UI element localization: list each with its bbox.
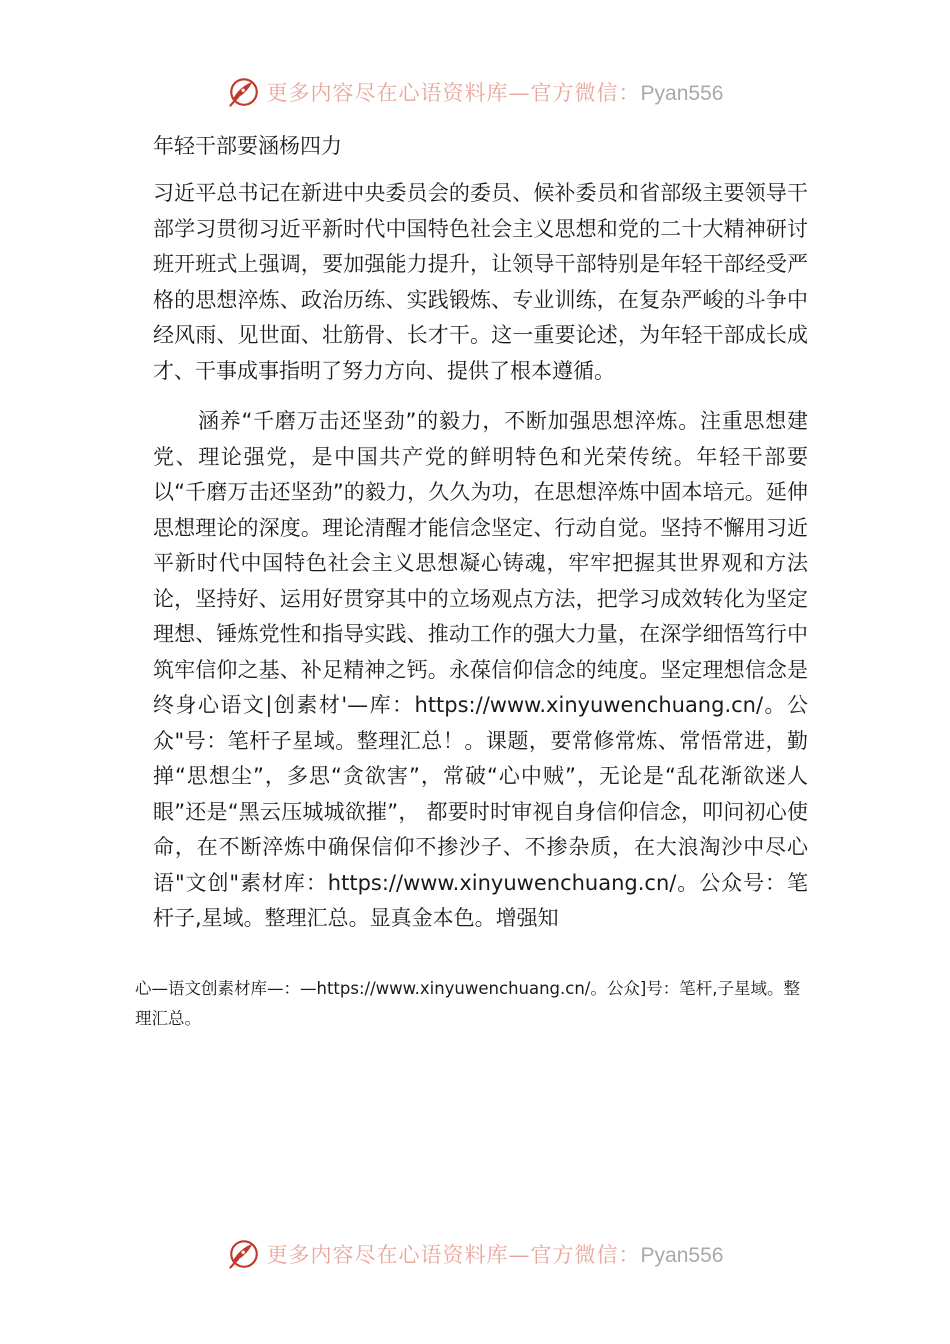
pen-nib-logo-icon	[227, 1237, 261, 1271]
banner-wechat-id: Pyan556	[640, 82, 724, 105]
header-banner	[0, 72, 950, 112]
pen-nib-logo-icon	[227, 75, 261, 109]
footnote-watermark: 心—语文创素材库—：—https://www.xinyuwenchuang.cn/。公众]号：笔杆,子星域。整理汇总。	[135, 979, 801, 1028]
paragraph-2: 涵养“千磨万击还坚劲”的毅力，不断加强思想淬炼。注重思想建党、理论强党，是中国共产党的鲜明特色和光荣传统。年轻干部要以“千磨万击还坚劲”的毅力，久久为功，在思想淬炼中固本培元。延伸思想理论的深度。理论清醒才能信念坚定、行动自觉。坚持不懈用习近平新时代中国特色社会主义思想凝心铸魂，牢牢把握其世界观和方法论，坚持好、运用好贯穿其中的立场观点方法，把学习成效转化为坚定理想、锤炼党性和指导实践、推动工作的强大力量，在深学细悟笃行中筑牢信仰之基、补足精神之钙。永葆信仰信念的纯度。坚定理想信念是终身心语文|创素材'—库：https://www.xinyuwenchuang.cn/。公众"号：笔杆子星域。整理汇总！。课题，要常修常炼、常悟常进，勤掸“思想尘”，多思“贪欲害”，常破“心中贼”，无论是“乱花渐欲迷人眼”还是“黑云压城城欲摧”， 都要时时审视自身信仰信念，叩问初心使命，在不断淬炼中确保信仰不掺沙子、不掺杂质，在大浪淘沙中尽心语"文创"素材库：https://www.xinyuwenchuang.cn/。公众号：笔杆子,星域。整理汇总。显真金本色。增强知	[153, 409, 808, 930]
banner-text-cn: 更多内容尽在心语资料库—官方微信：	[266, 81, 641, 105]
footer-banner	[0, 1234, 950, 1274]
document-title: 年轻干部要涵杨四力	[153, 134, 342, 158]
banner-wechat-id: Pyan556	[640, 1244, 724, 1267]
banner-text	[267, 1239, 724, 1269]
paragraph-1: 习近平总书记在新进中央委员会的委员、候补委员和省部级主要领导干部学习贯彻习近平新时代中国特色社会主义思想和党的二十大精神研讨班开班式上强调，要加强能力提升，让领导干部特别是年轻干部经受严格的思想淬炼、政治历练、实践锻炼、专业训练，在复杂严峻的斗争中经风雨、见世面、壮筋骨、长才干。这一重要论述，为年轻干部成长成才、干事成事指明了努力方向、提供了根本遵循。	[153, 181, 808, 383]
banner-text-cn: 更多内容尽在心语资料库—官方微信：	[266, 1243, 641, 1267]
banner-text	[267, 77, 724, 107]
